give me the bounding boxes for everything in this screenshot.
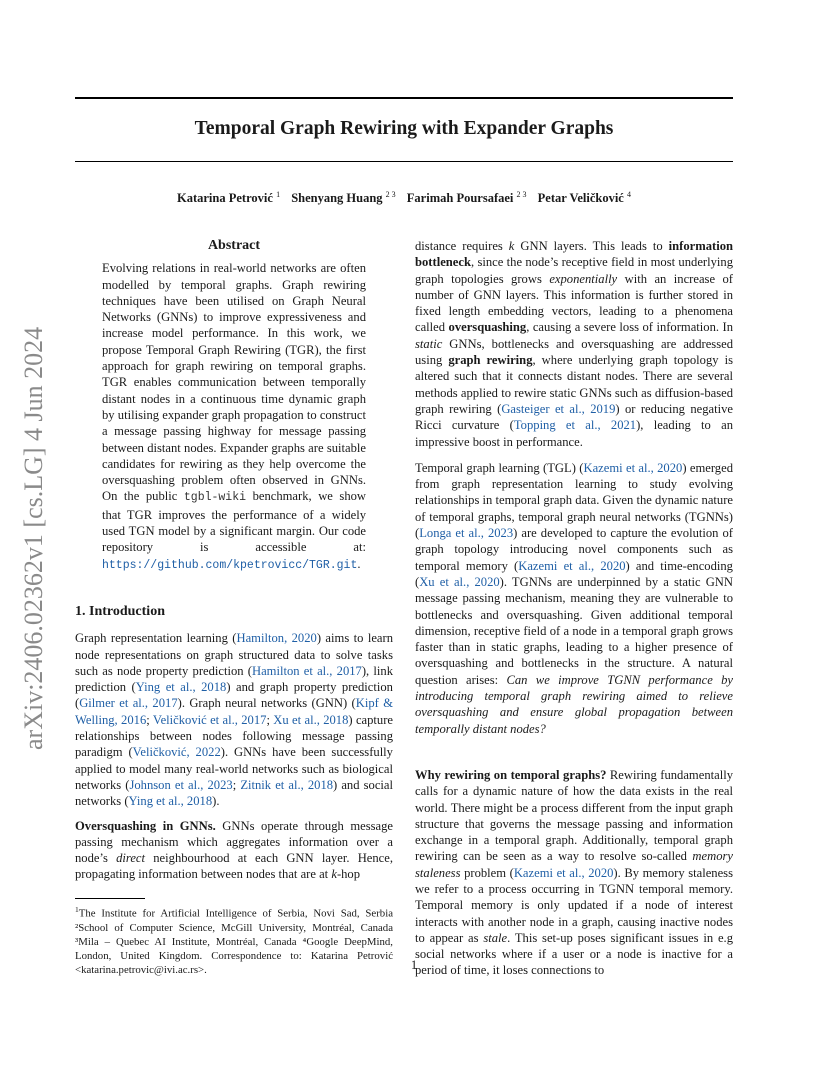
citation-link[interactable]: Johnson et al., 2023 xyxy=(129,777,233,792)
left-column xyxy=(75,238,393,891)
citation-link[interactable]: Kipf & Welling, 2016 xyxy=(75,696,393,727)
citation-link[interactable]: Xu et al., 2018 xyxy=(273,712,349,727)
footnote-rule xyxy=(75,898,145,899)
title-top-rule xyxy=(75,97,733,99)
author-1: Katarina Petrović $^1$ xyxy=(177,190,281,206)
paper-title: Temporal Graph Rewiring with Expander Graphs xyxy=(194,118,614,139)
right-paragraph-2: Temporal graph learning (TGL) (Kazemi et al., 2020) emerged from graph representation learning to study evolving relationships in temporal graph data. Given the dynamic nature of temporal graphs, temporal graph neural networks (TGNNs) (Longa et al., 2023) are developed to capture the evolution of graph topology introducing novel components such as temporal memory (Kazemi et al., 2020) and time-encoding (Xu et al., 2020). TGNNs are underpinned by a static GNN message passing mechanism, meaning they are vulnerable to bottlenecks and oversquashing. Given additional temporal dimension, receptive field of a node in a temporal graph grows faster than in static graphs, leading to a higher presence of oversquashing and bottlenecks in the structure. A natural question arises: Can we improve TGNN performance by introducing temporal graph rewiring aimed to relieve oversquashing and ensure global propagation between temporally distant nodes? xyxy=(415,460,733,736)
abstract-heading: Abstract xyxy=(207,238,261,253)
intro-paragraph-1: Graph representation learning (Hamilton, 2020) aims to learn node representations on graph structured data to solve tasks such as node property prediction (Hamilton et al., 2017), link prediction (Ying et al., 2018) and graph property prediction (Gilmer et al., 2017). Graph neural networks (GNN) (Kipf & Welling, 2016; Veličković et al., 2017; Xu et al., 2018) capture relationships between nodes following message passing paradigm (Veličković, 2022). GNNs have been successfully applied to model many real-world networks such as biological networks (Johnson et al., 2023; Zitnik et al., 2018) and social networks (Ying et al., 2018). xyxy=(75,631,394,809)
citation-link[interactable]: Longa et al., 2023 xyxy=(419,526,514,541)
right-paragraph-1: distance requires k GNN layers. This leads to information bottleneck, since the node’s receptive field in most underlying graph topologies grows exponentially with an increase of number of GNN layers. This information is further stored in fixed length embedding vectors, leading to a phenomena called oversquashing, causing a severe loss of information. In static GNNs, bottlenecks and oversquashing are addressed using graph rewiring, where underlying graph topology is altered such that it connects distant nodes. There are several methods applied to rewire static GNNs such as diffusion-based graph rewiring (Gasteiger et al., 2019) or reducing negative Ricci curvature (Topping et al., 2021), leading to an impressive boost in performance. xyxy=(415,239,733,449)
run-in-heading: Why rewiring on temporal graphs? xyxy=(415,767,607,782)
intro-paragraph-2: Oversquashing in GNNs. GNNs operate through message passing mechanism which aggregates information over a node’s direct neighbourhood at each GNN layer. Hence, propagating information between nodes that are at k-hop xyxy=(75,818,393,882)
footnote: $^1$The Institute for Artificial Intelligence of Serbia, Novi Sad, Serbia ²School of Computer Science, McGill University, Montréal, Canada ³Mila – Quebec AI Institute, Montréal, Canada ⁴Google DeepMind, London, United Kingdom. Correspondence to: Katarina Petrović <katarina.petrovic@ivi.ac.rs>. xyxy=(75,905,393,976)
author-3: Farimah Poursafaei $^{2 3}$ xyxy=(406,190,527,206)
author-list xyxy=(75,190,733,206)
citation-link[interactable]: Ying et al., 2018 xyxy=(135,680,227,695)
citation-link[interactable]: Hamilton, 2020 xyxy=(236,631,317,646)
page-number: 1 xyxy=(410,958,418,972)
citation-link[interactable]: Xu et al., 2020 xyxy=(419,574,500,589)
arxiv-side-label: arXiv:2406.02362v1 [cs.LG] 4 Jun 2024 xyxy=(19,326,48,750)
author-2: Shenyang Huang $^{2 3}$ xyxy=(291,190,396,206)
repo-link[interactable]: https://github.com/kpetrovicc/TGR.git xyxy=(102,558,358,572)
run-in-heading: Oversquashing in GNNs. xyxy=(75,818,216,833)
citation-link[interactable]: Ying et al., 2018 xyxy=(128,794,213,809)
citation-link[interactable]: Gasteiger et al., 2019 xyxy=(501,401,616,416)
author-4: Petar Veličković $^4$ xyxy=(537,190,631,206)
right-column xyxy=(415,238,733,989)
citation-link[interactable]: Gilmer et al., 2017 xyxy=(79,696,178,711)
citation-link[interactable]: Kazemi et al., 2020 xyxy=(518,558,626,573)
section-heading-introduction: 1. Introduction xyxy=(75,603,165,619)
citation-link[interactable]: Hamilton et al., 2017 xyxy=(252,663,362,678)
title-bottom-rule xyxy=(75,161,733,162)
abstract-body: Evolving relations in real-world networks are often modelled by temporal graphs. Graph rewiring techniques have been utilised on Graph Neural Networks (GNNs) to improve expressiveness and increase model performance. In this work, we propose Temporal Graph Rewiring (TGR), the first approach for graph rewiring on temporal graphs. TGR enables communication between temporally distant nodes in a continuous time dynamic graph by utilising expander graph propagation to construct a message passing highway for message passing between distant nodes. Expander graphs are suitable candidates for rewiring as they help overcome the oversquashing problem often observed in GNNs. On the public tgbl-wiki benchmark, we show that TGR improves the performance of a widely used TGN model by a significant margin. Our code repository is accessible at: https://github.com/kpetrovicc/TGR.git. xyxy=(102,261,367,572)
dataset-code: tgbl-wiki xyxy=(183,491,247,505)
citation-link[interactable]: Veličković et al., 2017 xyxy=(152,712,267,727)
right-paragraph-3: Why rewiring on temporal graphs? Rewiring fundamentally calls for a dynamic nature of how the data exists in the real world. There might be a process different from the input graph structure that governs the message passing and information exchange in a temporal graph. Additionally, temporal graph rewiring can be seen as a way to resolve so-called memory staleness problem (Kazemi et al., 2020). By memory staleness we refer to a process occurring in TGNN temporal memory. Temporal memory is only updated if a node of interest interacts with another node in a graph, causing inactive nodes to appear as stale. This set-up poses significant issues in e.g social networks where if a user or a node is inactive for a period of time, it loses connections to xyxy=(415,767,733,978)
citation-link[interactable]: Veličković, 2022 xyxy=(132,745,221,760)
citation-link[interactable]: Topping et al., 2021 xyxy=(513,418,637,433)
citation-link[interactable]: Zitnik et al., 2018 xyxy=(240,777,334,792)
citation-link[interactable]: Kazemi et al., 2020 xyxy=(583,460,683,475)
citation-link[interactable]: Kazemi et al., 2020 xyxy=(513,865,614,880)
research-question: Can we improve TGNN performance by introducing temporal graph rewiring aimed to relieve oversquashing and ensure global propagation between temporally distant nodes? xyxy=(415,672,733,736)
